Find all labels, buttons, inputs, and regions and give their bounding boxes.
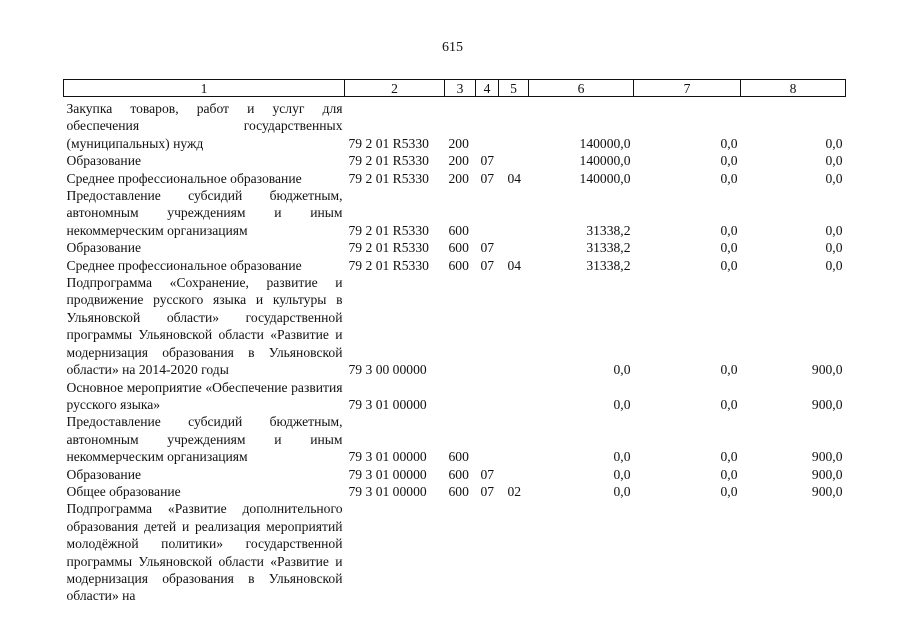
row-subsection <box>499 500 529 604</box>
row-name: Предоставление субсидий бюджетным, автономным учреждениям и иным некоммерческим организациям <box>66 188 343 238</box>
row-target-code: 79 3 01 00000 <box>348 449 427 465</box>
row-expense-type: 200 <box>448 135 469 151</box>
header-col-6: 6 <box>529 80 634 97</box>
table-row <box>64 170 846 187</box>
row-section: 07 <box>480 257 495 273</box>
row-amount-col8: 900,0 <box>811 466 843 482</box>
table-row <box>64 466 846 483</box>
row-section <box>476 500 499 604</box>
header-col-3: 3 <box>445 80 476 97</box>
row-amount-col7: 0,0 <box>720 135 738 151</box>
budget-table <box>63 79 846 605</box>
row-amount-col6: 0,0 <box>613 362 631 378</box>
row-section <box>476 187 499 239</box>
row-subsection: 04 <box>507 170 522 186</box>
header-col-2: 2 <box>345 80 445 97</box>
row-amount-col7: 0,0 <box>720 240 738 256</box>
row-expense-type: 600 <box>448 222 469 238</box>
row-name: Среднее профессиональное образование <box>66 257 302 273</box>
row-section: 07 <box>480 483 495 499</box>
header-col-7: 7 <box>634 80 741 97</box>
row-section <box>476 274 499 378</box>
header-col-4: 4 <box>476 80 499 97</box>
row-subsection <box>499 466 529 483</box>
row-subsection <box>499 187 529 239</box>
row-amount-col8: 900,0 <box>811 483 843 499</box>
row-amount-col7: 0,0 <box>720 222 738 238</box>
row-amount-col6: 0,0 <box>613 449 631 465</box>
row-amount-col6: 140000,0 <box>579 153 631 169</box>
row-target-code: 79 2 01 R5330 <box>348 170 429 186</box>
row-section <box>476 413 499 465</box>
row-subsection: 02 <box>507 483 522 499</box>
row-amount-col8: 0,0 <box>825 170 843 186</box>
row-subsection: 04 <box>507 257 522 273</box>
row-subsection <box>499 97 529 153</box>
row-amount-col8: 900,0 <box>811 449 843 465</box>
row-subsection <box>499 239 529 256</box>
table-row <box>64 97 846 153</box>
header-col-5: 5 <box>499 80 529 97</box>
row-amount-col8: 0,0 <box>825 153 843 169</box>
row-name: Основное мероприятие «Обеспечение развития русского языка» <box>66 379 343 412</box>
row-section: 07 <box>480 153 495 169</box>
row-amount-col7: 0,0 <box>720 257 738 273</box>
table-row <box>64 257 846 274</box>
row-expense-type <box>445 379 476 414</box>
table-row <box>64 483 846 500</box>
table-row <box>64 413 846 465</box>
row-target-code: 79 3 01 00000 <box>348 483 427 499</box>
row-target-code: 79 2 01 R5330 <box>348 222 429 238</box>
row-expense-type: 600 <box>448 483 469 499</box>
row-amount-col7: 0,0 <box>720 362 738 378</box>
table-header-row <box>64 80 846 97</box>
row-amount-col6: 31338,2 <box>586 257 631 273</box>
page-number: 615 <box>442 40 463 55</box>
row-amount-col8 <box>741 500 846 604</box>
row-subsection <box>499 413 529 465</box>
table-row <box>64 152 846 169</box>
row-name: Закупка товаров, работ и услуг для обеспечения государственных (муниципальных) нужд <box>66 101 343 151</box>
row-amount-col8: 0,0 <box>825 240 843 256</box>
header-col-1: 1 <box>64 80 345 97</box>
table-row <box>64 239 846 256</box>
row-target-code <box>345 500 445 604</box>
row-amount-col8: 900,0 <box>811 396 843 412</box>
row-expense-type: 200 <box>448 170 469 186</box>
row-expense-type <box>445 500 476 604</box>
row-section: 07 <box>480 466 495 482</box>
row-subsection <box>499 274 529 378</box>
row-subsection <box>499 152 529 169</box>
row-amount-col6: 31338,2 <box>586 222 631 238</box>
row-amount-col6: 140000,0 <box>579 170 631 186</box>
row-subsection <box>499 379 529 414</box>
row-target-code: 79 2 01 R5330 <box>348 135 429 151</box>
row-name: Подпрограмма «Развитие дополнительного образования детей и реализация мероприятий молодёжной политики» государственной программы Ульяновской области «Развитие и модернизация образования в Ульяновской области» на <box>66 501 343 604</box>
row-name: Образование <box>66 240 142 256</box>
row-amount-col8: 0,0 <box>825 135 843 151</box>
header-col-8: 8 <box>741 80 846 97</box>
row-amount-col7: 0,0 <box>720 396 738 412</box>
table-row <box>64 187 846 239</box>
row-expense-type: 600 <box>448 466 469 482</box>
row-expense-type: 600 <box>448 240 469 256</box>
row-amount-col6: 0,0 <box>613 466 631 482</box>
row-amount-col6: 31338,2 <box>586 240 631 256</box>
row-section: 07 <box>480 240 495 256</box>
row-amount-col6: 140000,0 <box>579 135 631 151</box>
row-target-code: 79 2 01 R5330 <box>348 240 429 256</box>
row-section <box>476 379 499 414</box>
row-amount-col7 <box>634 500 741 604</box>
row-amount-col7: 0,0 <box>720 466 738 482</box>
row-name: Подпрограмма «Сохранение, развитие и продвижение русского языка и культуры в Ульяновской области» государственной программы Ульяновской области «Развитие и модернизация образования в Ульяновской области» на 2014-2020 годы <box>66 275 343 378</box>
row-amount-col7: 0,0 <box>720 483 738 499</box>
row-amount-col6 <box>529 500 634 604</box>
row-amount-col7: 0,0 <box>720 153 738 169</box>
row-expense-type: 600 <box>448 257 469 273</box>
row-amount-col8: 0,0 <box>825 222 843 238</box>
row-name: Образование <box>66 153 142 169</box>
row-expense-type <box>445 274 476 378</box>
row-target-code: 79 3 01 00000 <box>348 466 427 482</box>
row-amount-col6: 0,0 <box>613 483 631 499</box>
row-name: Предоставление субсидий бюджетным, автономным учреждениям и иным некоммерческим организациям <box>66 414 343 465</box>
row-target-code: 79 2 01 R5330 <box>348 153 429 169</box>
row-amount-col6: 0,0 <box>613 396 631 412</box>
table-row <box>64 379 846 414</box>
row-amount-col8: 900,0 <box>811 362 843 378</box>
row-section <box>476 97 499 153</box>
row-amount-col7: 0,0 <box>720 170 738 186</box>
row-section: 07 <box>480 170 495 186</box>
row-expense-type: 200 <box>448 153 469 169</box>
row-name: Среднее профессиональное образование <box>66 170 302 186</box>
row-target-code: 79 3 01 00000 <box>348 396 427 412</box>
row-expense-type: 600 <box>448 449 469 465</box>
row-target-code: 79 3 00 00000 <box>348 362 427 378</box>
row-target-code: 79 2 01 R5330 <box>348 257 429 273</box>
row-name: Образование <box>66 466 142 482</box>
row-amount-col7: 0,0 <box>720 449 738 465</box>
row-name: Общее образование <box>66 483 181 499</box>
row-amount-col8: 0,0 <box>825 257 843 273</box>
table-row <box>64 274 846 378</box>
table-row <box>64 500 846 604</box>
